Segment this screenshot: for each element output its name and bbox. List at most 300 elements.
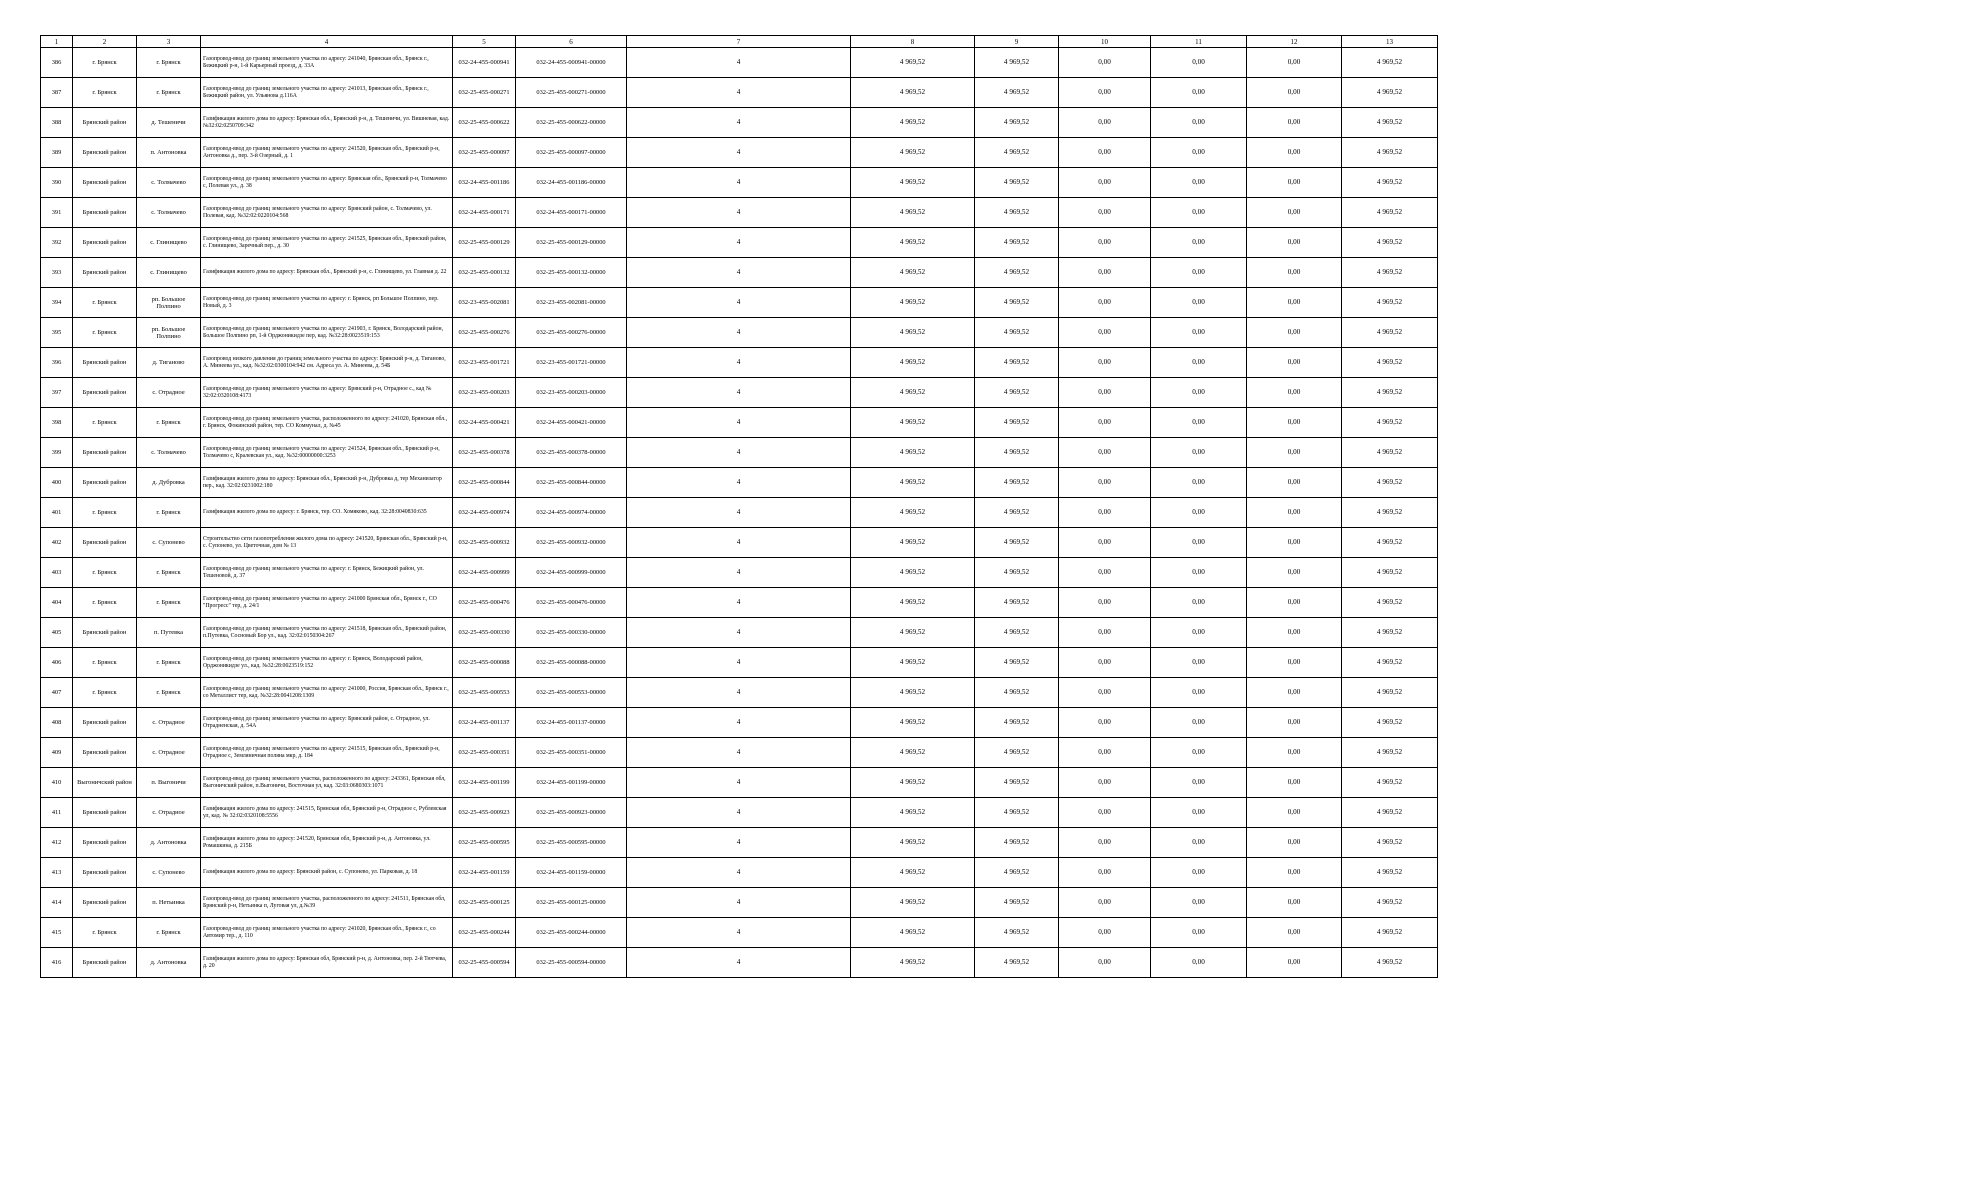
- cell-object-code: 032-25-455-000129: [453, 228, 516, 258]
- cell-row-number: 410: [41, 768, 73, 798]
- cell-object-full-code: 032-25-455-000125-00000: [516, 888, 627, 918]
- cell-value-13: 4 969,52: [1342, 768, 1438, 798]
- cell-object-description: Газификация жилого дома по адресу: Брянская обл., Брянский р-н, Дубровка д, тер Механизатор пер., кад. 32:02:0231002:180: [201, 468, 453, 498]
- cell-object-code: 032-24-455-001159: [453, 858, 516, 888]
- cell-total-cost: 4 969,52: [851, 828, 975, 858]
- cell-municipality: Брянский район: [73, 948, 137, 978]
- cell-row-number: 394: [41, 288, 73, 318]
- cell-category: 4: [627, 738, 851, 768]
- cell-value-11: 0,00: [1151, 768, 1247, 798]
- cell-object-full-code: 032-25-455-000132-00000: [516, 258, 627, 288]
- cell-total-cost: 4 969,52: [851, 138, 975, 168]
- cell-value-10: 0,00: [1059, 348, 1151, 378]
- cell-object-description: Газопровод-ввод до границ земельного участка по адресу: 241013, Брянская обл., Брянск г., Бежицкий район, ул. Ульянова д.116А: [201, 78, 453, 108]
- cell-value-10: 0,00: [1059, 168, 1151, 198]
- cell-object-full-code: 032-24-455-001186-00000: [516, 168, 627, 198]
- cell-value-13: 4 969,52: [1342, 258, 1438, 288]
- cell-value-12: 0,00: [1247, 858, 1342, 888]
- cell-municipality: Брянский район: [73, 798, 137, 828]
- cell-value-11: 0,00: [1151, 738, 1247, 768]
- cell-value-12: 0,00: [1247, 168, 1342, 198]
- cell-value-11: 0,00: [1151, 378, 1247, 408]
- cell-value-11: 0,00: [1151, 588, 1247, 618]
- header-row: [41, 36, 1438, 48]
- cell-row-number: 400: [41, 468, 73, 498]
- cell-municipality: г. Брянск: [73, 498, 137, 528]
- cell-value-13: 4 969,52: [1342, 858, 1438, 888]
- cell-value-12: 0,00: [1247, 618, 1342, 648]
- cell-value-12: 0,00: [1247, 798, 1342, 828]
- cell-row-number: 408: [41, 708, 73, 738]
- cell-category: 4: [627, 588, 851, 618]
- cell-value-12: 0,00: [1247, 948, 1342, 978]
- cell-category: 4: [627, 558, 851, 588]
- cell-total-cost: 4 969,52: [851, 858, 975, 888]
- cell-cost-value: 4 969,52: [975, 468, 1059, 498]
- cell-value-11: 0,00: [1151, 948, 1247, 978]
- cell-locality: г. Брянск: [137, 408, 201, 438]
- cell-object-code: 032-24-455-000421: [453, 408, 516, 438]
- cell-row-number: 395: [41, 318, 73, 348]
- cell-total-cost: 4 969,52: [851, 558, 975, 588]
- cell-locality: д. Антоновка: [137, 948, 201, 978]
- cell-value-10: 0,00: [1059, 708, 1151, 738]
- cell-object-code: 032-25-455-000088: [453, 648, 516, 678]
- table-row: [41, 258, 1438, 288]
- cell-row-number: 405: [41, 618, 73, 648]
- cell-value-10: 0,00: [1059, 108, 1151, 138]
- cell-cost-value: 4 969,52: [975, 348, 1059, 378]
- cell-value-13: 4 969,52: [1342, 948, 1438, 978]
- cell-value-11: 0,00: [1151, 288, 1247, 318]
- cell-row-number: 412: [41, 828, 73, 858]
- cell-locality: с. Отрадное: [137, 708, 201, 738]
- cell-value-10: 0,00: [1059, 318, 1151, 348]
- cell-object-full-code: 032-24-455-000974-00000: [516, 498, 627, 528]
- cell-row-number: 388: [41, 108, 73, 138]
- cell-value-11: 0,00: [1151, 78, 1247, 108]
- cell-locality: д. Дубровка: [137, 468, 201, 498]
- cell-value-11: 0,00: [1151, 798, 1247, 828]
- cell-cost-value: 4 969,52: [975, 108, 1059, 138]
- cell-value-13: 4 969,52: [1342, 888, 1438, 918]
- cell-object-full-code: 032-25-455-000129-00000: [516, 228, 627, 258]
- table-row: [41, 648, 1438, 678]
- cell-object-code: 032-25-455-000923: [453, 798, 516, 828]
- cell-value-13: 4 969,52: [1342, 558, 1438, 588]
- cell-row-number: 415: [41, 918, 73, 948]
- cell-object-full-code: 032-25-455-000330-00000: [516, 618, 627, 648]
- table-row: [41, 498, 1438, 528]
- cell-municipality: г. Брянск: [73, 588, 137, 618]
- table-row: [41, 678, 1438, 708]
- cell-value-10: 0,00: [1059, 918, 1151, 948]
- cell-locality: рп. Большое Полпино: [137, 288, 201, 318]
- cell-total-cost: 4 969,52: [851, 168, 975, 198]
- cell-object-code: 032-25-455-000844: [453, 468, 516, 498]
- cell-cost-value: 4 969,52: [975, 558, 1059, 588]
- cell-cost-value: 4 969,52: [975, 318, 1059, 348]
- cell-municipality: Брянский район: [73, 828, 137, 858]
- cell-municipality: г. Брянск: [73, 318, 137, 348]
- cell-locality: д. Тиганово: [137, 348, 201, 378]
- cell-object-code: 032-25-455-000271: [453, 78, 516, 108]
- cell-category: 4: [627, 288, 851, 318]
- table-row: [41, 108, 1438, 138]
- cell-municipality: Брянский район: [73, 258, 137, 288]
- cell-row-number: 407: [41, 678, 73, 708]
- cell-total-cost: 4 969,52: [851, 618, 975, 648]
- cell-value-10: 0,00: [1059, 858, 1151, 888]
- cell-object-description: Газификация жилого дома по адресу: г. Брянск, тер. СО. Хомяково, кад. 32:28:0040830:635: [201, 498, 453, 528]
- cell-object-code: 032-24-455-001199: [453, 768, 516, 798]
- cell-value-10: 0,00: [1059, 798, 1151, 828]
- cell-locality: с. Глинищево: [137, 258, 201, 288]
- column-header-4: 4: [201, 36, 453, 48]
- cell-object-code: 032-24-455-000974: [453, 498, 516, 528]
- cell-value-13: 4 969,52: [1342, 648, 1438, 678]
- cell-category: 4: [627, 948, 851, 978]
- cell-value-10: 0,00: [1059, 78, 1151, 108]
- cell-row-number: 403: [41, 558, 73, 588]
- cell-total-cost: 4 969,52: [851, 948, 975, 978]
- cell-municipality: Брянский район: [73, 108, 137, 138]
- cell-total-cost: 4 969,52: [851, 648, 975, 678]
- cell-value-13: 4 969,52: [1342, 798, 1438, 828]
- cell-object-description: Газопровод-ввод до границ земельного участка по адресу: 241020, Брянская обл., Брянск г., со Автомир тер., д. 110: [201, 918, 453, 948]
- cell-value-13: 4 969,52: [1342, 138, 1438, 168]
- cell-object-full-code: 032-23-455-002081-00000: [516, 288, 627, 318]
- cell-value-11: 0,00: [1151, 618, 1247, 648]
- cell-value-11: 0,00: [1151, 438, 1247, 468]
- cell-value-13: 4 969,52: [1342, 498, 1438, 528]
- cell-total-cost: 4 969,52: [851, 408, 975, 438]
- cell-municipality: г. Брянск: [73, 558, 137, 588]
- cell-object-full-code: 032-25-455-000351-00000: [516, 738, 627, 768]
- cell-municipality: Брянский район: [73, 528, 137, 558]
- cell-object-code: 032-25-455-000476: [453, 588, 516, 618]
- cell-category: 4: [627, 408, 851, 438]
- cell-locality: д. Антоновка: [137, 828, 201, 858]
- table-body: [41, 48, 1438, 978]
- cell-cost-value: 4 969,52: [975, 738, 1059, 768]
- cell-cost-value: 4 969,52: [975, 798, 1059, 828]
- cell-object-full-code: 032-25-455-000932-00000: [516, 528, 627, 558]
- cell-value-13: 4 969,52: [1342, 288, 1438, 318]
- cell-object-code: 032-25-455-000132: [453, 258, 516, 288]
- table-row: [41, 858, 1438, 888]
- table-row: [41, 888, 1438, 918]
- cell-object-full-code: 032-25-455-000594-00000: [516, 948, 627, 978]
- cell-value-12: 0,00: [1247, 198, 1342, 228]
- cell-object-description: Газопровод-ввод до границ земельного участка, расположенного по адресу: 241511, Брянская обл, Брянский р-н, Нетьинка п, Луговая ул, д.№39: [201, 888, 453, 918]
- cell-value-12: 0,00: [1247, 708, 1342, 738]
- cell-category: 4: [627, 708, 851, 738]
- cell-object-code: 032-23-455-000203: [453, 378, 516, 408]
- cell-row-number: 401: [41, 498, 73, 528]
- cell-object-full-code: 032-23-455-000203-00000: [516, 378, 627, 408]
- table-row: [41, 558, 1438, 588]
- cell-value-10: 0,00: [1059, 228, 1151, 258]
- cell-value-10: 0,00: [1059, 648, 1151, 678]
- cell-cost-value: 4 969,52: [975, 618, 1059, 648]
- cell-cost-value: 4 969,52: [975, 168, 1059, 198]
- column-header-6: 6: [516, 36, 627, 48]
- cell-object-code: 032-25-455-000553: [453, 678, 516, 708]
- cell-category: 4: [627, 468, 851, 498]
- cell-object-description: Газификация жилого дома по адресу: Брянская обл, Брянский р-н, д. Антоновка, пер. 2-й Тютчева, д. 20: [201, 948, 453, 978]
- cell-total-cost: 4 969,52: [851, 708, 975, 738]
- cell-total-cost: 4 969,52: [851, 318, 975, 348]
- cell-row-number: 399: [41, 438, 73, 468]
- cell-cost-value: 4 969,52: [975, 648, 1059, 678]
- cell-object-full-code: 032-25-455-000595-00000: [516, 828, 627, 858]
- cell-value-11: 0,00: [1151, 918, 1247, 948]
- cell-object-description: Строительство сети газопотребления жилого дома по адресу: 241520, Брянская обл., Брянский р-н, с. Супонево, ул. Цветочная, дом № 13: [201, 528, 453, 558]
- cell-value-11: 0,00: [1151, 138, 1247, 168]
- cell-value-13: 4 969,52: [1342, 408, 1438, 438]
- cell-value-12: 0,00: [1247, 918, 1342, 948]
- cell-total-cost: 4 969,52: [851, 258, 975, 288]
- cell-object-full-code: 032-25-455-000553-00000: [516, 678, 627, 708]
- cell-locality: с. Супонево: [137, 858, 201, 888]
- cell-object-description: Газификация жилого дома по адресу: 241515, Брянская обл, Брянский р-н, Отрадное с, Рублевская ул, кад. № 32:02:0320108:5556: [201, 798, 453, 828]
- cell-object-full-code: 032-25-455-000271-00000: [516, 78, 627, 108]
- document-sheet: [40, 35, 1437, 978]
- cell-total-cost: 4 969,52: [851, 468, 975, 498]
- cell-cost-value: 4 969,52: [975, 198, 1059, 228]
- cell-total-cost: 4 969,52: [851, 228, 975, 258]
- table-row: [41, 468, 1438, 498]
- cell-category: 4: [627, 138, 851, 168]
- cell-value-13: 4 969,52: [1342, 588, 1438, 618]
- cell-municipality: Брянский район: [73, 858, 137, 888]
- cell-locality: с. Отрадное: [137, 798, 201, 828]
- cell-row-number: 389: [41, 138, 73, 168]
- cell-object-code: 032-24-455-000941: [453, 48, 516, 78]
- cell-row-number: 391: [41, 198, 73, 228]
- table-row: [41, 378, 1438, 408]
- table-row: [41, 738, 1438, 768]
- cell-municipality: г. Брянск: [73, 288, 137, 318]
- table-row: [41, 198, 1438, 228]
- cell-object-full-code: 032-25-455-000244-00000: [516, 918, 627, 948]
- cell-row-number: 411: [41, 798, 73, 828]
- cell-object-description: Газопровод-ввод до границ земельного участка по адресу: г. Брянск, Бежицкий район, ул. Тешеновой, д. 37: [201, 558, 453, 588]
- cell-value-12: 0,00: [1247, 228, 1342, 258]
- cell-total-cost: 4 969,52: [851, 738, 975, 768]
- cell-object-full-code: 032-24-455-001199-00000: [516, 768, 627, 798]
- cell-cost-value: 4 969,52: [975, 828, 1059, 858]
- cell-cost-value: 4 969,52: [975, 78, 1059, 108]
- cell-category: 4: [627, 858, 851, 888]
- cell-cost-value: 4 969,52: [975, 498, 1059, 528]
- cell-total-cost: 4 969,52: [851, 888, 975, 918]
- cell-value-10: 0,00: [1059, 738, 1151, 768]
- cell-value-10: 0,00: [1059, 258, 1151, 288]
- cell-value-12: 0,00: [1247, 528, 1342, 558]
- cell-object-description: Газификация жилого дома по адресу: Брянский район, с. Супонево, ул. Парковая, д. 18: [201, 858, 453, 888]
- cell-object-full-code: 032-25-455-000476-00000: [516, 588, 627, 618]
- cell-object-full-code: 032-24-455-001159-00000: [516, 858, 627, 888]
- cell-value-11: 0,00: [1151, 168, 1247, 198]
- cell-locality: г. Брянск: [137, 588, 201, 618]
- cell-municipality: Брянский район: [73, 198, 137, 228]
- cell-object-description: Газопровод-ввод до границ земельного участка по адресу: 241040, Брянская обл., Брянск г., Бежицкий р-н, 1-й Карьерный проезд, д. 33А: [201, 48, 453, 78]
- cell-cost-value: 4 969,52: [975, 528, 1059, 558]
- cell-object-full-code: 032-24-455-000999-00000: [516, 558, 627, 588]
- cell-value-11: 0,00: [1151, 408, 1247, 438]
- cell-locality: п. Выгоничи: [137, 768, 201, 798]
- cell-value-13: 4 969,52: [1342, 198, 1438, 228]
- cell-total-cost: 4 969,52: [851, 348, 975, 378]
- column-header-7: 7: [627, 36, 851, 48]
- cell-value-10: 0,00: [1059, 678, 1151, 708]
- cell-value-10: 0,00: [1059, 288, 1151, 318]
- cell-value-11: 0,00: [1151, 468, 1247, 498]
- cell-locality: с. Отрадное: [137, 738, 201, 768]
- cell-value-11: 0,00: [1151, 828, 1247, 858]
- table-row: [41, 438, 1438, 468]
- cell-category: 4: [627, 768, 851, 798]
- cell-value-12: 0,00: [1247, 48, 1342, 78]
- cell-value-10: 0,00: [1059, 438, 1151, 468]
- cell-locality: с. Толмачево: [137, 168, 201, 198]
- cell-value-10: 0,00: [1059, 48, 1151, 78]
- cell-object-code: 032-25-455-000330: [453, 618, 516, 648]
- cell-value-12: 0,00: [1247, 468, 1342, 498]
- column-header-1: 1: [41, 36, 73, 48]
- cell-value-12: 0,00: [1247, 768, 1342, 798]
- cell-total-cost: 4 969,52: [851, 528, 975, 558]
- cell-locality: рп. Большое Полпино: [137, 318, 201, 348]
- cell-object-description: Газопровод-ввод до границ земельного участка по адресу: Брянский р-н, Отрадное с., кад № 32:02:0320108:4173: [201, 378, 453, 408]
- cell-municipality: г. Брянск: [73, 78, 137, 108]
- cell-value-10: 0,00: [1059, 198, 1151, 228]
- cell-value-13: 4 969,52: [1342, 228, 1438, 258]
- cell-value-11: 0,00: [1151, 48, 1247, 78]
- table-row: [41, 408, 1438, 438]
- cell-value-11: 0,00: [1151, 108, 1247, 138]
- cell-cost-value: 4 969,52: [975, 888, 1059, 918]
- cell-total-cost: 4 969,52: [851, 288, 975, 318]
- cell-value-11: 0,00: [1151, 678, 1247, 708]
- column-header-3: 3: [137, 36, 201, 48]
- cell-value-11: 0,00: [1151, 348, 1247, 378]
- cell-value-12: 0,00: [1247, 288, 1342, 318]
- cell-object-description: Газопровод-ввод до границ земельного участка по адресу: 241903, г. Брянск, Володарский район, Большое Полпино рп, 1-й Орджоникидзе пер, кад. №32:28:0023519:153: [201, 318, 453, 348]
- cell-value-11: 0,00: [1151, 498, 1247, 528]
- table-row: [41, 138, 1438, 168]
- cell-municipality: Брянский район: [73, 138, 137, 168]
- cell-value-13: 4 969,52: [1342, 708, 1438, 738]
- cell-value-10: 0,00: [1059, 498, 1151, 528]
- cell-value-12: 0,00: [1247, 648, 1342, 678]
- cell-locality: д. Тешеничи: [137, 108, 201, 138]
- cell-row-number: 390: [41, 168, 73, 198]
- cell-object-description: Газопровод-ввод до границ земельного участка, расположенного по адресу: 241020, Брянская обл., г. Брянск, Фокинский район, тер. СО Коммунал, д. №45: [201, 408, 453, 438]
- cell-value-13: 4 969,52: [1342, 348, 1438, 378]
- cell-value-13: 4 969,52: [1342, 528, 1438, 558]
- cell-object-full-code: 032-24-455-000171-00000: [516, 198, 627, 228]
- cell-locality: г. Брянск: [137, 498, 201, 528]
- cell-value-12: 0,00: [1247, 498, 1342, 528]
- cell-cost-value: 4 969,52: [975, 708, 1059, 738]
- cell-object-description: Газопровод-ввод до границ земельного участка по адресу: 241518, Брянская обл., Брянский район, п.Путевка, Сосновый Бор ул., кад. 32:02:0150304:267: [201, 618, 453, 648]
- cell-cost-value: 4 969,52: [975, 408, 1059, 438]
- data-table: [40, 35, 1438, 978]
- column-header-10: 10: [1059, 36, 1151, 48]
- cell-object-full-code: 032-24-455-000421-00000: [516, 408, 627, 438]
- cell-total-cost: 4 969,52: [851, 798, 975, 828]
- cell-locality: с. Глинищево: [137, 228, 201, 258]
- cell-value-12: 0,00: [1247, 258, 1342, 288]
- cell-municipality: Брянский район: [73, 168, 137, 198]
- cell-category: 4: [627, 108, 851, 138]
- cell-category: 4: [627, 528, 851, 558]
- cell-value-13: 4 969,52: [1342, 78, 1438, 108]
- cell-object-code: 032-25-455-000378: [453, 438, 516, 468]
- cell-value-10: 0,00: [1059, 378, 1151, 408]
- table-row: [41, 318, 1438, 348]
- table-header: [41, 36, 1438, 48]
- cell-object-code: 032-24-455-001186: [453, 168, 516, 198]
- cell-municipality: Брянский район: [73, 618, 137, 648]
- cell-object-code: 032-25-455-000622: [453, 108, 516, 138]
- cell-category: 4: [627, 918, 851, 948]
- cell-object-description: Газификация жилого дома по адресу: Брянская обл., Брянский р-н, с. Глинищево, ул. Главная д. 22: [201, 258, 453, 288]
- cell-object-description: Газопровод-ввод до границ земельного участка по адресу: 241524, Брянская обл., Брянский р-н, Толмачево с, Кралевская ул., кад. №32:00000000:3253: [201, 438, 453, 468]
- column-header-5: 5: [453, 36, 516, 48]
- cell-object-description: Газопровод-ввод до границ земельного участка по адресу: г. Брянск, Володарский район, Орджоникидзе ул., кад. №32:28:0023519:152: [201, 648, 453, 678]
- table-row: [41, 768, 1438, 798]
- cell-object-code: 032-25-455-000595: [453, 828, 516, 858]
- cell-value-10: 0,00: [1059, 138, 1151, 168]
- cell-value-10: 0,00: [1059, 768, 1151, 798]
- cell-object-code: 032-23-455-001721: [453, 348, 516, 378]
- cell-category: 4: [627, 378, 851, 408]
- cell-locality: п. Антоновка: [137, 138, 201, 168]
- cell-value-11: 0,00: [1151, 888, 1247, 918]
- cell-object-full-code: 032-25-455-000088-00000: [516, 648, 627, 678]
- cell-category: 4: [627, 78, 851, 108]
- cell-value-10: 0,00: [1059, 558, 1151, 588]
- cell-value-12: 0,00: [1247, 738, 1342, 768]
- cell-object-description: Газопровод-ввод до границ земельного участка по адресу: г. Брянск, рп Большое Полпино, пер. Новый, д. 3: [201, 288, 453, 318]
- cell-object-code: 032-24-455-000171: [453, 198, 516, 228]
- cell-municipality: г. Брянск: [73, 48, 137, 78]
- cell-cost-value: 4 969,52: [975, 258, 1059, 288]
- cell-cost-value: 4 969,52: [975, 858, 1059, 888]
- cell-cost-value: 4 969,52: [975, 378, 1059, 408]
- cell-value-13: 4 969,52: [1342, 738, 1438, 768]
- cell-object-code: 032-25-455-000097: [453, 138, 516, 168]
- cell-total-cost: 4 969,52: [851, 498, 975, 528]
- cell-category: 4: [627, 168, 851, 198]
- table-row: [41, 798, 1438, 828]
- column-header-12: 12: [1247, 36, 1342, 48]
- table-row: [41, 948, 1438, 978]
- cell-value-12: 0,00: [1247, 588, 1342, 618]
- cell-object-description: Газопровод низкого давления до границ земельного участка по адресу: Брянский р-н, д. Тиганово, А. Минеева ул., кад. №32:02:0300104:942 см. Адреса ул. А. Минеева, д. 54Б: [201, 348, 453, 378]
- cell-object-description: Газопровод-ввод до границ земельного участка по адресу: 241000 Брянская обл., Брянск г., СО "Прогресс" тер, д. 24/1: [201, 588, 453, 618]
- cell-locality: г. Брянск: [137, 678, 201, 708]
- cell-category: 4: [627, 648, 851, 678]
- cell-municipality: Брянский район: [73, 348, 137, 378]
- cell-value-11: 0,00: [1151, 858, 1247, 888]
- cell-value-11: 0,00: [1151, 228, 1247, 258]
- cell-value-11: 0,00: [1151, 648, 1247, 678]
